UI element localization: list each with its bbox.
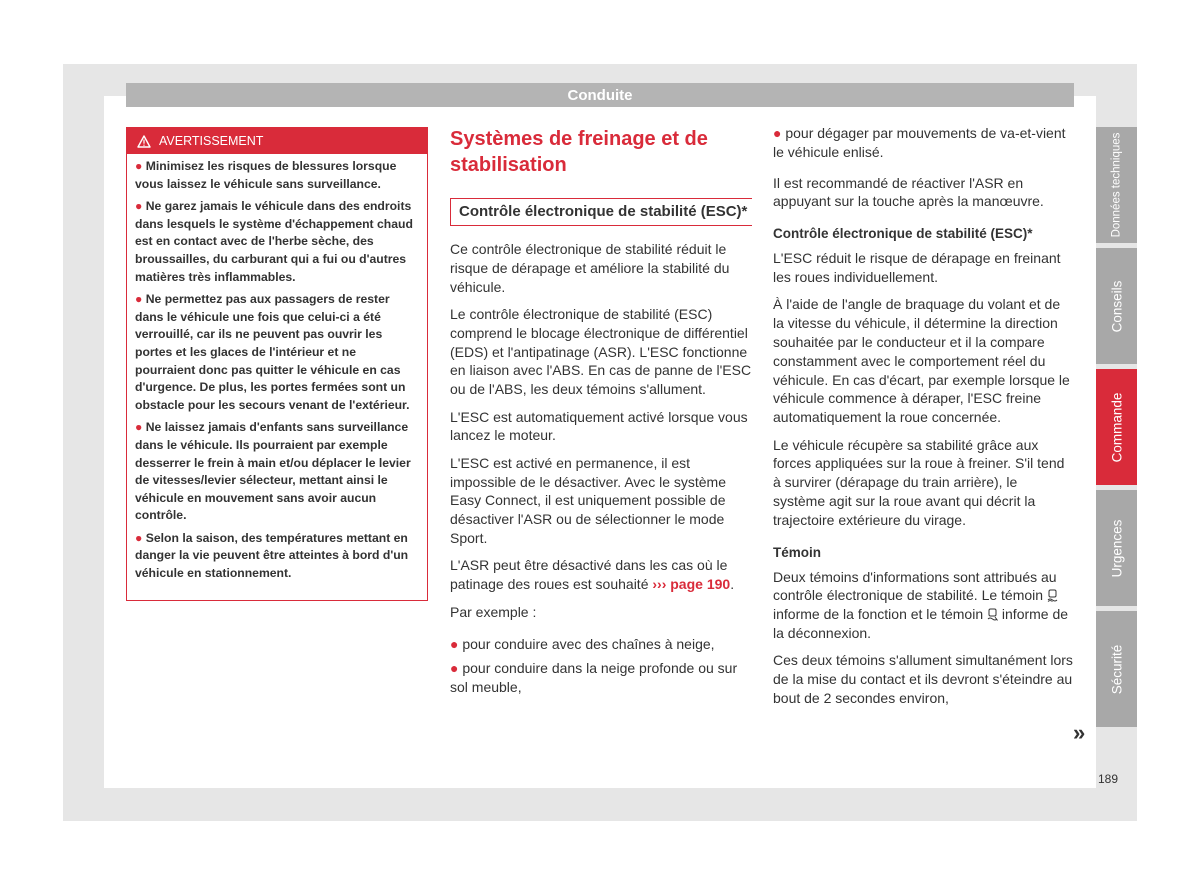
continued-next-page-marker: »	[1073, 720, 1086, 745]
paragraph: Le contrôle électronique de stabilité (ESC) comprend le blocage électronique de différentiel (EDS) et l'antipatinage (ASR). L'ESC fonctionne en liaison avec l'ABS. En cas de panne de l'ESC ou de l'ABS, les deux témoins s'allument.	[450, 305, 752, 398]
warning-item: ● Ne laissez jamais d'enfants sans surveillance dans le véhicule. Ils pourraient par exemple desserrer le frein à main et/ou déplacer le levier de vitesses/levier sélecteur, mettant ainsi le véhicule en mouvement sans avoir aucun contrôle.	[135, 420, 411, 523]
warning-header	[127, 128, 427, 154]
subsection-title: Contrôle électronique de stabilité (ESC)*	[450, 198, 752, 226]
esc-off-lamp-icon	[987, 608, 998, 621]
list-item: ● pour dégager par mouvements de va-et-vient le véhicule enlisé.	[773, 125, 1066, 160]
page-reference-link[interactable]: ››› page 190	[652, 576, 731, 593]
side-tab-urgences[interactable]: Urgences	[1096, 490, 1137, 606]
page-number: 189	[1098, 772, 1119, 786]
warning-item: ● Selon la saison, des températures mettant en danger la vie peuvent être atteintes à bord d'un véhicule en stationnement.	[135, 530, 409, 581]
subheading-esc: Contrôle électronique de stabilité (ESC)*	[773, 226, 1033, 242]
esc-warning-lamp-icon	[1047, 589, 1058, 602]
subheading-temoin: Témoin	[773, 544, 822, 560]
chapter-header: Conduite	[126, 83, 1074, 107]
paragraph: L'ESC réduit le risque de dérapage en freinant les roues individuellement.	[773, 250, 1061, 285]
warning-item: ● Minimisez les risques de blessures lorsque vous laissez le véhicule sans surveillance.	[135, 159, 397, 191]
paragraph: L'ESC est activé en permanence, il est impossible de le désactiver. Avec le système Easy Connect, il est uniquement possible de désactiver l'ASR ou de sélectionner le mode Sport.	[450, 454, 726, 546]
bullet-icon: ●	[450, 636, 463, 653]
paragraph: Ce contrôle électronique de stabilité réduit le risque de dérapage et améliore la stabilité du véhicule.	[450, 241, 730, 295]
column-right	[773, 124, 1073, 716]
bullet-icon: ●	[135, 292, 146, 307]
bullet-icon: ●	[450, 660, 463, 677]
list-item: ● pour conduire avec des chaînes à neige,	[450, 636, 715, 653]
side-tab-commande[interactable]: Commande	[1096, 369, 1137, 485]
list-item: ● pour conduire dans la neige profonde ou sur sol meuble,	[450, 660, 738, 695]
paragraph: Le véhicule récupère sa stabilité grâce aux forces appliquées sur la roue à freiner. S'il tend à survirer (dérapage du train arrière), le système agit sur la roue avant qui décrit la trajectoire extérieure du virage.	[773, 436, 1065, 528]
paragraph: Deux témoins d'informations sont attribués au contrôle électronique de stabilité. Le témoin informe de la fonction et le témoin informe de la déconnexion.	[773, 568, 1069, 641]
bullet-icon: ●	[135, 530, 146, 545]
side-tab-conseils[interactable]: Conseils	[1096, 248, 1137, 364]
column-middle	[450, 124, 752, 702]
section-title: Systèmes de freinage et de stabilisation	[450, 128, 708, 176]
warning-box	[126, 127, 428, 601]
paragraph: Il est recommandé de réactiver l'ASR en appuyant sur la touche après la manœuvre.	[773, 174, 1044, 210]
warning-title: AVERTISSEMENT	[159, 133, 264, 148]
bullet-icon: ●	[135, 159, 146, 173]
warning-item: ● Ne permettez pas aux passagers de rester dans le véhicule une fois que celui-ci a été verrouillé, car ils ne peuvent pas ouvrir les portes et les glaces de l'intérieur et ne pourraient donc pas quitter le véhicule en cas d'urgence. De plus, les portes fermées sont un obstacle pour les secours venant de l'extérieur.	[135, 292, 410, 412]
side-tab-securite[interactable]: Sécurité	[1096, 611, 1137, 727]
paragraph: À l'aide de l'angle de braquage du volant et de la vitesse du véhicule, il détermine la direction souhaitée par le conducteur et il la compare constamment avec le comportement réel du véhicule. En cas d'écart, par exemple lorsque le véhicule commence à déraper, l'ESC freine automatiquement la roue concernée.	[773, 296, 1070, 426]
bullet-icon: ●	[135, 420, 146, 435]
paragraph: Ces deux témoins s'allument simultanément lors de la mise du contact et ils devront s'éteindre au bout de 2 secondes environ,	[773, 652, 1073, 706]
paragraph: L'ESC est automatiquement activé lorsque vous lancez le moteur.	[450, 408, 748, 444]
warning-triangle-icon	[137, 135, 151, 148]
warning-list	[127, 154, 427, 583]
paragraph: L'ASR peut être désactivé dans les cas où le patinage des roues est souhaité ››› page 190.	[450, 557, 735, 593]
side-tab-donnees-techniques[interactable]: Données techniques	[1096, 127, 1137, 243]
bullet-icon: ●	[773, 125, 786, 141]
paragraph: Par exemple :	[450, 603, 537, 620]
warning-item: ● Ne garez jamais le véhicule dans des endroits dans lesquels le système d'échappement chaud est en contact avec de l'herbe sèche, des broussailles, du carburant qui a fui ou d'autres matières très inflammables.	[135, 199, 413, 284]
bullet-icon: ●	[135, 199, 146, 214]
